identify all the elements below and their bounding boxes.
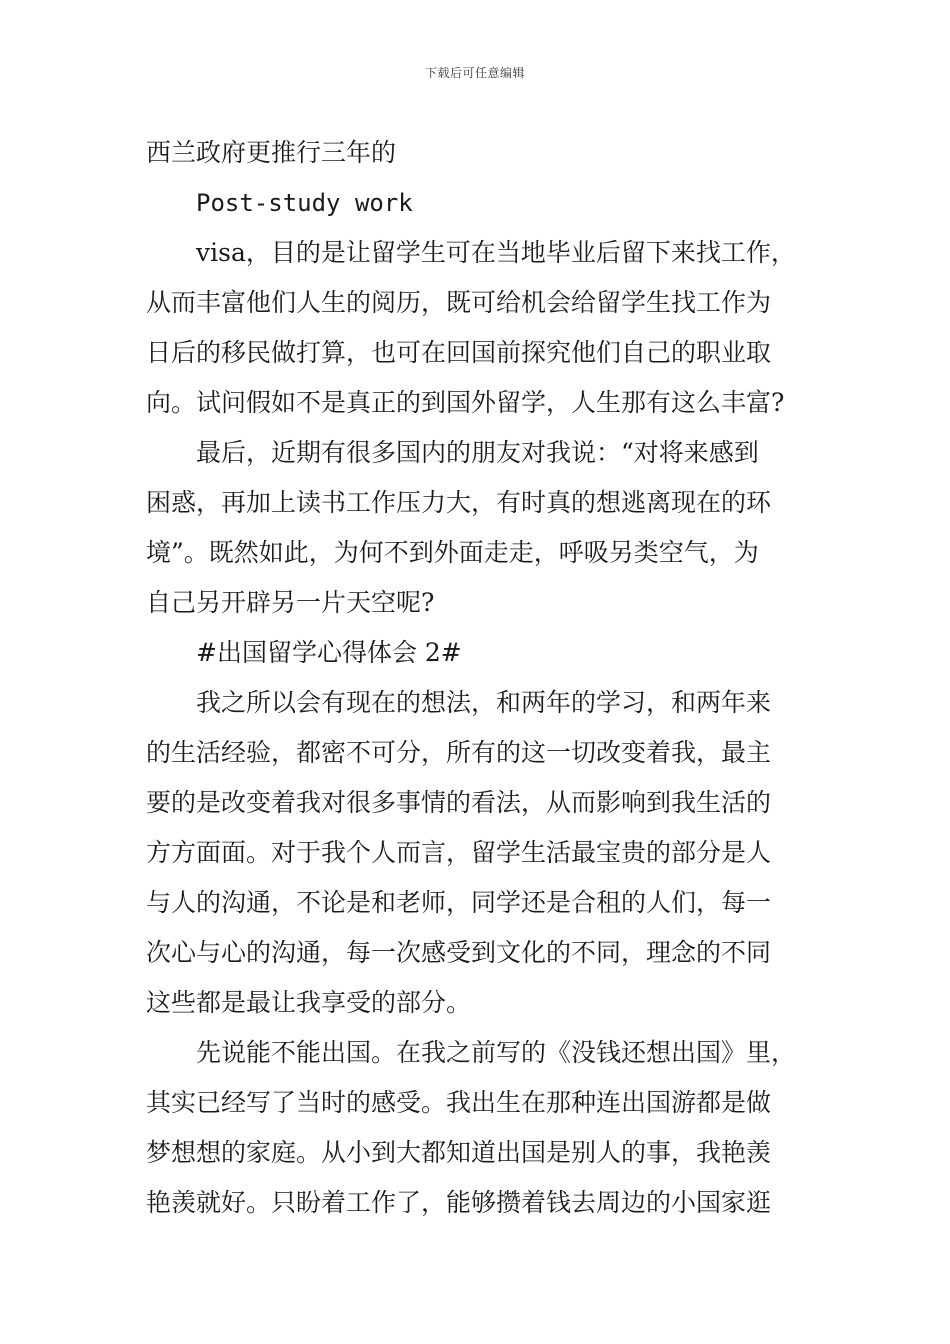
text-line: 梦想想的家庭。从小到大都知道出国是别人的事，我艳羡 [146,1138,772,1167]
text-line: 境”。既然如此，为何不到外面走走，呼吸另类空气，为 [146,538,759,567]
text-line: 我之所以会有现在的想法，和两年的学习，和两年来 [196,688,772,717]
text-line: 西兰政府更推行三年的 [146,138,397,167]
text-line: 其实已经写了当时的感受。我出生在那种连出国游都是做 [146,1088,772,1117]
text-line: 方方面面。对于我个人而言，留学生活最宝贵的部分是人 [146,838,772,867]
text-line: 日后的移民做打算，也可在回国前探究他们自己的职业取 [146,338,772,367]
text-line: 次心与心的沟通，每一次感受到文化的不同，理念的不同 [146,938,772,967]
text-line: 困惑，再加上读书工作压力大，有时真的想逃离现在的环 [146,488,772,517]
text-line: 要的是改变着我对很多事情的看法，从而影响到我生活的 [146,788,772,817]
text-line: 先说能不能出国。在我之前写的《没钱还想出国》里， [196,1038,797,1067]
text-line: 的生活经验，都密不可分，所有的这一切改变着我，最主 [146,738,772,767]
text-line: 向。试问假如不是真正的到国外留学，人生那有这么丰富? [146,388,785,417]
text-line: 从而丰富他们人生的阅历，既可给机会给留学生找工作为 [146,288,772,317]
text-line: 艳羡就好。只盼着工作了，能够攒着钱去周边的小国家逛 [146,1188,772,1217]
text-line: 这些都是最让我享受的部分。 [146,988,472,1017]
text-line: 最后，近期有很多国内的朋友对我说：“对将来感到 [196,438,759,467]
text-line: 与人的沟通，不论是和老师，同学还是合租的人们，每一 [146,888,772,917]
text-line: 自己另开辟另一片天空呢? [146,588,435,617]
document-body [146,128,836,1228]
page-header: 下载后可任意编辑 [424,66,525,80]
text-line: visa，目的是让留学生可在当地毕业后留下来找工作， [196,238,796,267]
text-line: #出国留学心得体会 2# [196,638,462,667]
text-line: Post-study work [196,189,413,217]
